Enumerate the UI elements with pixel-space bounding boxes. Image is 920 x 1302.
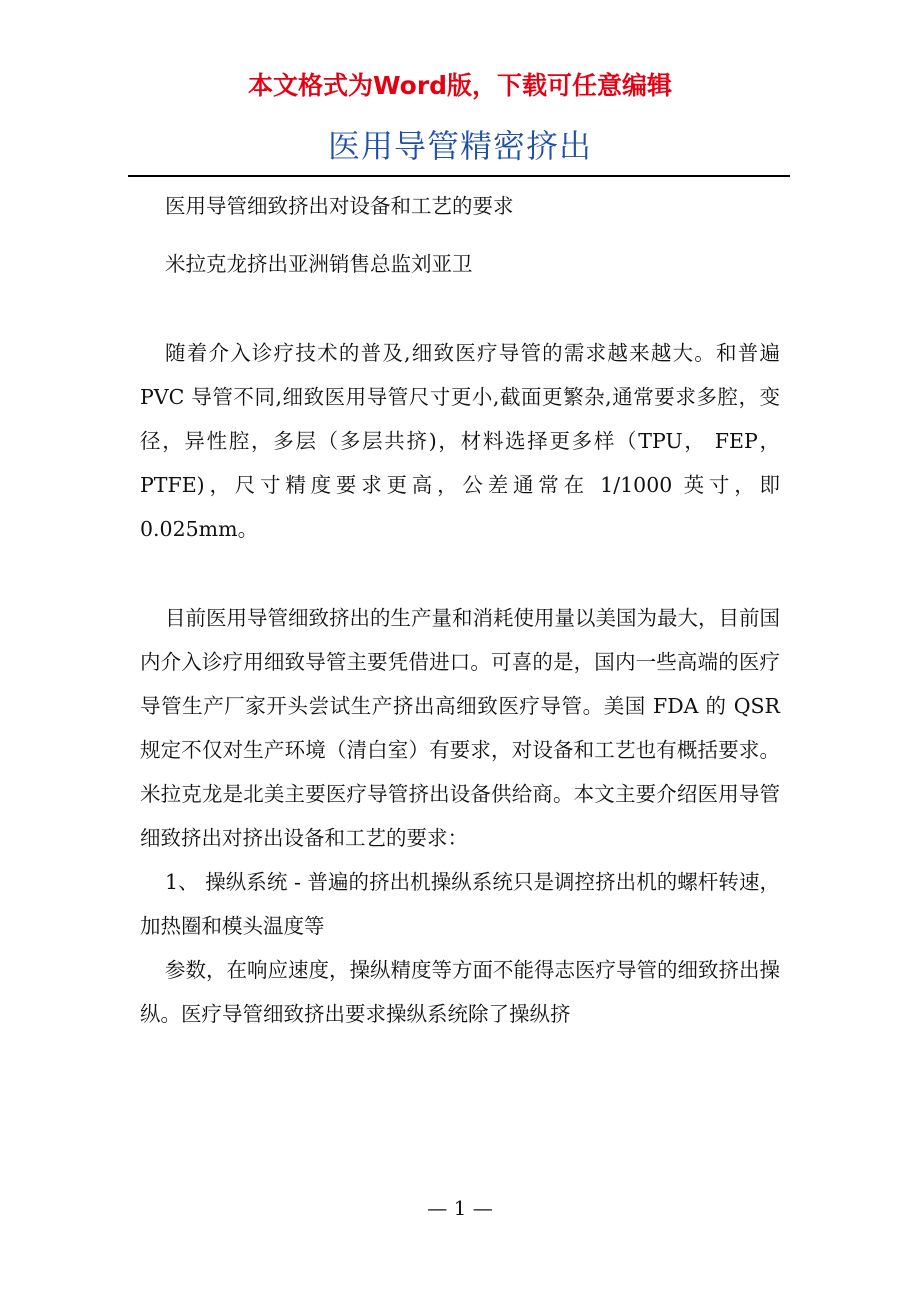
paragraph-author: 米拉克龙挤出亚洲销售总监刘亚卫 [165, 252, 473, 276]
format-notice: 本文格式为Word版，下载可任意编辑 [247, 71, 673, 100]
paragraph-subtitle: 医用导管细致挤出对设备和工艺的要求 [165, 194, 514, 218]
paragraph-status: 目前医用导管细致挤出的生产量和消耗使用量以美国为最大，目前国内介入诊疗用细致导管主要凭借进口。可喜的是，国内一些高端的医疗导管生产厂家开头尝试生产挤出高细致医疗导管。美国 FDA 的 QSR 规定不仅对生产环境（清白室）有要求，对设备和工艺也有概括要求。米拉克龙是北美主要医疗导管挤出设备供给商。本文主要介绍医用导管细致挤出对挤出设备和工艺的要求： [140, 606, 780, 850]
paragraph-intro: 随着介入诊疗技术的普及,细致医疗导管的需求越来越大。和普遍 PVC 导管不同,细致医用导管尺寸更小,截面更繁杂,通常要求多腔，变径，异性腔，多层（多层共挤)，材料选择更多样（TPU， FEP，PTFE)，尺寸精度要求更高，公差通常在 1/1000 英寸，即 0.025mm。 [140, 341, 780, 541]
document-title: 医用导管精密挤出 [327, 127, 592, 165]
page-number: — 1 — [427, 1196, 493, 1220]
document-body [140, 184, 780, 1036]
title-divider [128, 175, 790, 177]
paragraph-control-system: 1、 操纵系统 - 普遍的挤出机操纵系统只是调控挤出机的螺杆转速，加热圈和模头温度等 [140, 870, 780, 938]
paragraph-parameters: 参数，在响应速度，操纵精度等方面不能得志医疗导管的细致挤出操纵。医疗导管细致挤出要求操纵系统除了操纵挤 [140, 958, 780, 1026]
